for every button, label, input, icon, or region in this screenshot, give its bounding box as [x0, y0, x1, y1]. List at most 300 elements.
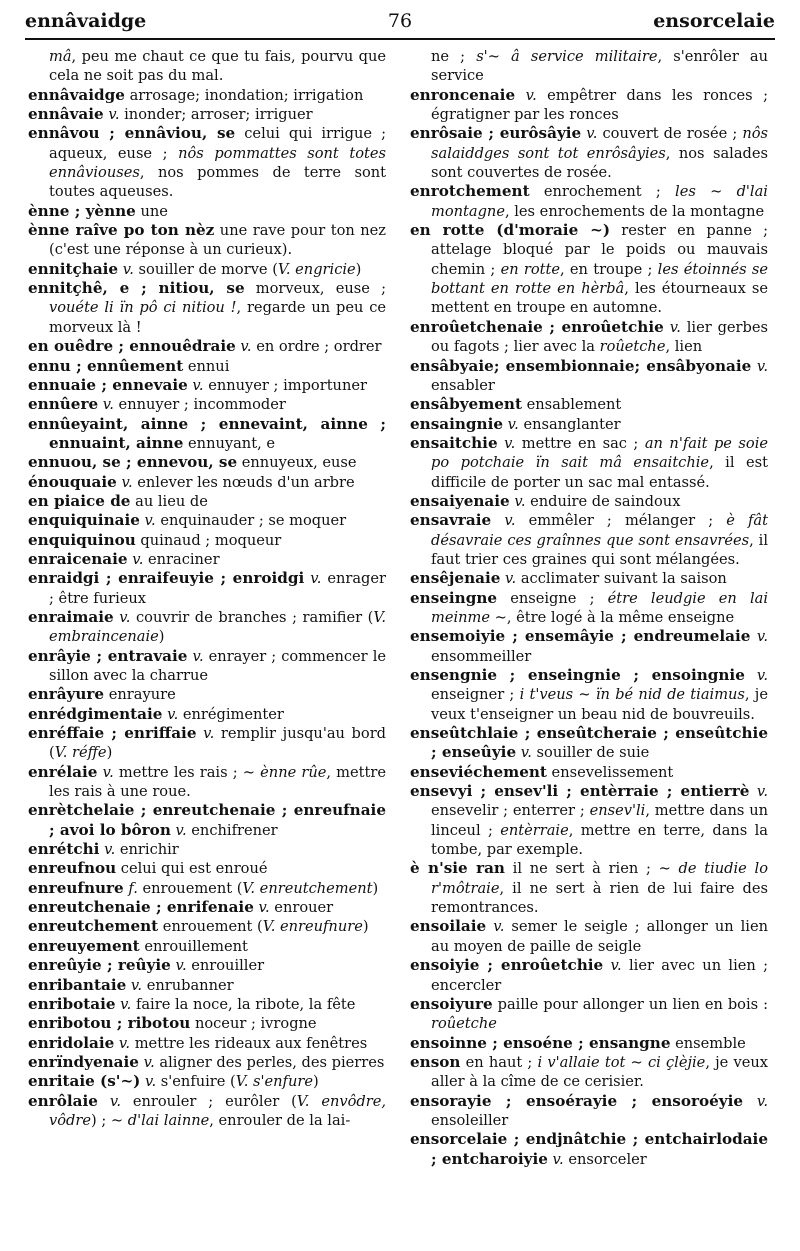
dictionary-entry	[410, 724, 768, 763]
italic-text: v.	[493, 918, 505, 936]
definition-text: , mettre dans un linceul ;	[431, 802, 768, 839]
headword: enroncenaie	[410, 85, 516, 104]
definition-text	[743, 1093, 757, 1110]
headword: ensoiyie ; enroûetchie	[410, 956, 604, 975]
italic-text: v.	[130, 976, 143, 994]
definition-text: quinaud ; moqueur	[135, 531, 282, 549]
italic-text: nôs pommattes sont totes ennâviouses	[49, 144, 386, 182]
headword: en ouêdre ; ennouêdraie	[28, 337, 236, 356]
definition-text: ennui	[183, 357, 230, 375]
dictionary-entry	[28, 1053, 386, 1072]
dictionary-entry	[28, 763, 386, 802]
headword: ennuaie ; ennevaie	[28, 375, 188, 394]
definition-text: ) ; ~	[91, 1111, 128, 1129]
definition-text: , être logé à la même enseigne	[506, 608, 735, 626]
definition-text: , nos salades sont couvertes de rosée.	[431, 144, 768, 182]
dictionary-entry	[28, 1014, 386, 1033]
dictionary-entry	[410, 492, 768, 511]
italic-text: an n'fait pe soie po potchaie ïn sait mâ ensaitchie	[431, 434, 769, 472]
dictionary-entry	[28, 608, 386, 647]
italic-text: v.	[132, 550, 144, 568]
headword: ennûere	[28, 395, 99, 414]
definition-text: noceur ; ivrogne	[190, 1015, 317, 1033]
dictionary-entry	[28, 898, 386, 917]
dictionary-entry	[410, 357, 768, 396]
italic-text: les étoinnés se bottant en rotte en hèrbâ	[431, 260, 769, 298]
italic-text: v.	[143, 1053, 155, 1071]
italic-text: i v'allaie tot ~ ci çlèjie	[537, 1053, 706, 1071]
dictionary-entry	[28, 937, 386, 956]
definition-text: enrouement (	[158, 918, 263, 936]
definition-text: , regarde un peu ce morveux là !	[49, 299, 387, 336]
definition-text: , les étourneaux se mettent en troupe en automne.	[431, 280, 768, 317]
dictionary-entry	[28, 279, 386, 337]
definition-text: ensoleiller	[431, 1111, 509, 1129]
definition-text: aligner des perles, des pierres	[154, 1053, 385, 1071]
dictionary-entry	[28, 1034, 386, 1053]
definition-text: )	[355, 260, 362, 278]
definition-text: enrouiller	[186, 957, 265, 975]
dictionary-entry	[410, 859, 768, 917]
italic-text: v.	[258, 899, 270, 917]
italic-text: i t'veus ~ ïn bé nid de tiaimus	[519, 686, 745, 704]
italic-text: v.	[756, 357, 769, 375]
dictionary-entry	[410, 782, 768, 859]
definition-text: , mettre en terre, dans la tombe, par exemple.	[431, 821, 768, 859]
definition-text: une rave pour ton nez (c'est une réponse à un curieux).	[49, 222, 386, 259]
dictionary-entry	[410, 1034, 768, 1053]
headword: ensemoiyie ; ensemâyie ; endreumelaie	[410, 627, 751, 646]
definition-text: enraciner	[143, 550, 220, 568]
definition-text: ennuyeux, euse	[237, 454, 357, 472]
definition-text: remplir jusqu'au bord (	[49, 725, 387, 762]
page-header	[25, 10, 775, 34]
italic-text: mâ	[49, 48, 72, 65]
definition-text: , il est difficile de porter un sac mal entassé.	[431, 454, 768, 491]
headword: enraicenaie	[28, 549, 128, 568]
definition-text: en haut ;	[460, 1053, 538, 1071]
italic-text: v.	[514, 492, 526, 510]
definition-text: , s'enrôler au service	[431, 48, 769, 85]
dictionary-entry	[28, 202, 386, 221]
definition-text: ennuyant, e	[183, 434, 275, 452]
italic-text: V. engricie	[277, 260, 356, 278]
definition-text: enquinauder ; se moquer	[155, 512, 347, 530]
italic-text: v.	[192, 647, 204, 665]
headword: enreûyie ; reûyie	[28, 956, 171, 975]
italic-text: V. envôdre, vôdre	[49, 1092, 386, 1129]
dictionary-entry	[410, 666, 768, 724]
dictionary-entry	[28, 685, 386, 704]
italic-text: v.	[525, 86, 537, 104]
headword: ennitçhê, e ; nitiou, se	[28, 279, 245, 298]
right-column	[410, 47, 768, 1169]
headword: ennâvaidge	[28, 85, 125, 104]
italic-text: v.	[120, 995, 132, 1013]
definition-text: enchifrener	[186, 821, 278, 839]
definition-text: enduire de saindoux	[525, 492, 681, 510]
headword: enréffaie ; enriffaie	[28, 724, 197, 743]
definition-text: emmêler ; mélanger ;	[515, 512, 727, 530]
entry-continuation	[28, 47, 386, 86]
definition-text: celui qui irrigue ; aqueux, euse ;	[49, 125, 386, 162]
definition-text: enrouement (	[137, 879, 243, 897]
definition-text: acclimater suivant la saison	[516, 570, 727, 588]
headword: enribotaie	[28, 994, 116, 1013]
italic-text: v.	[203, 725, 215, 743]
dictionary-entry	[410, 995, 768, 1034]
dictionary-entry	[28, 86, 386, 105]
header-first-word: ennâvaidge	[25, 10, 147, 32]
italic-text: è fât désavraie ces graînnes que sont ensavrées	[431, 512, 768, 549]
italic-text: v.	[504, 512, 516, 530]
headword: enrôlaie	[28, 1091, 98, 1110]
definition-text: , peu me chaut ce que tu fais, pourvu que cela ne soit pas du mal.	[49, 48, 386, 85]
italic-text: V. enreutchement	[242, 879, 373, 897]
dictionary-entry	[410, 1053, 768, 1092]
dictionary-entry	[28, 531, 386, 550]
dictionary-entry	[28, 801, 386, 840]
definition-text: enseigne ;	[497, 589, 608, 607]
italic-text: f.	[128, 879, 138, 897]
dictionary-entry	[410, 569, 768, 588]
dictionary-entry	[28, 550, 386, 569]
italic-text: roûetche	[431, 1015, 497, 1033]
headword: ènne ; yènne	[28, 201, 136, 220]
dictionary-entry	[28, 859, 386, 878]
headword: enreutchenaie ; enrifenaie	[28, 898, 254, 917]
italic-text: les ~ d'lai montagne	[431, 183, 768, 220]
headword: ensoiyure	[410, 994, 493, 1013]
italic-text: ensev'li	[589, 802, 646, 820]
dictionary-entry	[410, 415, 768, 434]
dictionary-entry	[410, 511, 768, 569]
dictionary-entry	[28, 124, 386, 201]
headword: ènne raîve po ton nèz	[28, 221, 215, 240]
dictionary-entry	[28, 995, 386, 1014]
italic-text: vouéte li ïn pô ci nitiou !	[49, 299, 237, 317]
definition-text: )	[106, 744, 113, 762]
dictionary-entry	[28, 840, 386, 859]
dictionary-entry	[28, 376, 386, 395]
definition-text: enrégimenter	[178, 705, 284, 723]
definition-text: )	[158, 628, 165, 646]
definition-text: , il faut trier ces graines qui sont mélangées.	[431, 531, 768, 568]
italic-text: s'~ â service militaire	[476, 48, 658, 65]
headword: enrâyie ; entravaie	[28, 646, 188, 665]
definition-text	[603, 957, 610, 974]
definition-text: , enrouler de la lai-	[209, 1111, 351, 1129]
headword: enrédgimentaie	[28, 704, 163, 723]
definition-text: souiller de morve (	[133, 260, 278, 278]
dictionary-entry	[410, 395, 768, 414]
italic-text: V. enreufnure	[262, 918, 363, 936]
definition-text: enlever les nœuds d'un arbre	[132, 473, 355, 491]
headword: ensaingnie	[410, 414, 504, 433]
italic-text: v.	[121, 473, 133, 491]
headword: ennûeyaint, ainne ; ennevaint, ainne ; ennuaint, ainne	[28, 414, 386, 452]
definition-text	[98, 1093, 110, 1110]
headword: enseûtchlaie ; enseûtcheraie ; enseûtchie ; enseûyie	[410, 724, 768, 762]
italic-text: v.	[145, 1073, 157, 1091]
headword: enquiquinaie	[28, 511, 140, 530]
header-last-word: ensorcelaie	[653, 10, 775, 32]
italic-text: v.	[175, 957, 187, 975]
dictionary-entry	[410, 1092, 768, 1131]
page-number: 76	[387, 10, 413, 32]
headword: enraimaie	[28, 607, 114, 626]
italic-text: entèrraie	[500, 821, 569, 839]
definition-text	[491, 512, 504, 529]
headword: enson	[410, 1052, 461, 1071]
italic-text: v.	[610, 957, 622, 975]
italic-text: v.	[240, 338, 252, 356]
dictionary-entry	[410, 1130, 768, 1169]
italic-text: v.	[552, 1150, 564, 1168]
headword: enridolaie	[28, 1033, 115, 1052]
italic-text: étre leudgie en lai meinme ~	[431, 589, 768, 626]
headword: enrélaie	[28, 762, 98, 781]
definition-text: ennuyer ; importuner	[203, 376, 367, 394]
definition-text: enrager ; être furieux	[49, 570, 386, 607]
headword: ennuou, se ; ennevou, se	[28, 453, 238, 472]
headword: énouquaie	[28, 472, 117, 491]
headword: ensaiyenaie	[410, 491, 510, 510]
italic-text: v.	[119, 608, 131, 626]
italic-text: v.	[175, 821, 187, 839]
definition-text: celui qui est enroué	[116, 860, 268, 878]
dictionary-entry	[410, 86, 768, 125]
definition-text: ensevelissement	[546, 763, 674, 781]
definition-text: ensablement	[522, 396, 622, 414]
dictionary-entry	[410, 917, 768, 956]
definition-text: ensorceler	[563, 1150, 647, 1168]
headword: ensorayie ; ensoérayie ; ensoroéyie	[410, 1091, 744, 1110]
definition-text: , mettre les rais à une roue.	[49, 763, 386, 801]
definition-text: ensevelir ; enterrer ;	[431, 802, 590, 820]
definition-text: ensanglanter	[518, 415, 621, 433]
definition-text: enrayer ; commencer le sillon avec la charrue	[49, 647, 386, 684]
definition-text: ne ;	[431, 48, 477, 65]
headword: enrâyure	[28, 685, 105, 704]
definition-text: )	[362, 918, 369, 936]
definition-text: , je veux aller à la cîme de ce cerisier.	[431, 1053, 768, 1091]
italic-text: d'lai lainne	[127, 1111, 210, 1129]
definition-text: )	[312, 1073, 319, 1091]
definition-text: enrouler ; eurôler (	[120, 1092, 297, 1110]
headword: enrétchi	[28, 840, 100, 859]
italic-text: ènne rûe	[260, 763, 327, 781]
italic-text: v.	[507, 415, 519, 433]
italic-text: v.	[669, 318, 681, 336]
headword: enrètchelaie ; enreutchenaie ; enreufnaie ; avoi lo bôron	[28, 801, 386, 839]
dictionary-entry	[410, 124, 768, 182]
definition-text: enrochement ;	[529, 183, 676, 201]
dictionary-entry	[28, 976, 386, 995]
italic-text: en rotte	[500, 260, 560, 278]
italic-text: v.	[756, 1092, 768, 1110]
definition-text: , il ne sert à rien de lui faire des remontrances.	[431, 879, 768, 917]
definition-text: empêtrer dans les ronces ; égratigner par les ronces	[431, 86, 768, 124]
headword: ensorcelaie ; endjnâtchie ; entchairlodaie ; entcharoiyie	[410, 1130, 768, 1168]
definition-text: couvrir de branches ; ramifier (	[130, 608, 374, 626]
definition-text: ensabler	[431, 376, 495, 394]
italic-text: v.	[104, 841, 116, 859]
dictionary-entry	[410, 627, 768, 666]
headword: ensâbyaie; ensembionnaie; ensâbyonaie	[410, 356, 752, 375]
headword: ensoilaie	[410, 917, 487, 936]
dictionary-entry	[28, 395, 386, 414]
headword: è n'sie ran	[410, 859, 505, 878]
definition-text: en ordre ; ordrer	[251, 338, 382, 356]
headword: ennitçhaie	[28, 259, 119, 278]
dictionary-entry	[28, 879, 386, 898]
definition-text: enrubanner	[142, 976, 234, 994]
definition-text: couvert de rosée ;	[597, 125, 743, 143]
definition-text: rester en panne ; attelage bloqué par le poids ou mauvais chemin ;	[431, 222, 768, 278]
definition-text: mettre les rais ; ~	[113, 763, 261, 781]
definition-text: , les enrochements de la montagne	[504, 202, 765, 220]
italic-text: roûetche	[599, 338, 666, 356]
headword: ennu ; ennûement	[28, 356, 184, 375]
definition-text: , lien	[665, 338, 703, 356]
dictionary-entry	[28, 1092, 386, 1131]
definition-text: , je veux t'enseigner un beau nid de bouvreuils.	[431, 686, 768, 723]
italic-text: v.	[504, 434, 516, 452]
definition-text: lier avec un lien ; encercler	[431, 957, 769, 994]
definition-text: ensemble	[670, 1034, 746, 1052]
headword: enseingne	[410, 588, 498, 607]
italic-text: nôs salaiddges sont tot enrôsâyies	[431, 125, 768, 162]
dictionary-entry	[28, 1072, 386, 1091]
italic-text: v.	[122, 260, 134, 278]
headword: enrôsaie ; eurôsâyie	[410, 124, 582, 143]
headword: enribantaie	[28, 975, 127, 994]
dictionary-entry	[28, 453, 386, 472]
header-rule	[25, 38, 775, 40]
italic-text: v.	[108, 106, 120, 124]
definition-text: faire la noce, la ribote, la fête	[131, 995, 356, 1013]
definition-text	[749, 783, 756, 800]
definition-text: arrosage; inondation; irrigation	[124, 86, 364, 104]
definition-text: souiller de suie	[531, 744, 650, 762]
headword: ensâbyement	[410, 395, 522, 414]
italic-text: v.	[167, 705, 179, 723]
headword: enraidgi ; enraifeuyie ; enroidgi	[28, 569, 305, 588]
headword: enreufnure	[28, 878, 124, 897]
headword: ensengnie ; enseingnie ; ensoingnie	[410, 666, 745, 684]
headword: enreufnou	[28, 859, 117, 878]
definition-text: enrichir	[115, 841, 179, 859]
italic-text: v.	[756, 783, 768, 801]
dictionary-entry	[28, 260, 386, 279]
definition-text: semer le seigle ; allonger un lien au moyen de paille de seigle	[431, 918, 768, 955]
dictionary-entry	[28, 492, 386, 511]
headword: enreutchement	[28, 917, 159, 936]
headword: enrotchement	[410, 182, 530, 201]
italic-text: V. embraincenaie	[49, 608, 387, 646]
italic-text: de tiudie lo r'môtraie	[431, 860, 768, 897]
headword: ennâvaie	[28, 105, 104, 124]
headword: enritaie (s'~)	[28, 1072, 141, 1091]
definition-text: , nos pommes de terre sont toutes aqueuses.	[49, 164, 386, 201]
entry-continuation	[410, 47, 768, 86]
definition-text: une	[135, 202, 168, 220]
definition-text	[745, 667, 757, 684]
italic-text: v.	[109, 1092, 121, 1110]
definition-text: inonder; arroser; irriguer	[119, 106, 313, 124]
dictionary-entry	[28, 337, 386, 356]
definition-text: au lieu de	[130, 492, 208, 510]
headword: enreuyement	[28, 936, 140, 955]
dictionary-entry	[28, 724, 386, 763]
definition-text: il ne sert à rien ; ~	[504, 860, 679, 878]
definition-text	[515, 87, 525, 104]
italic-text: v.	[144, 512, 156, 530]
headword: enquiquinou	[28, 530, 136, 549]
headword: ensaitchie	[410, 433, 498, 452]
italic-text: v.	[505, 570, 517, 588]
headword: en rotte (d'moraie ~)	[410, 221, 611, 240]
headword: ensoinne ; ensoéne ; ensangne	[410, 1033, 671, 1052]
italic-text: v.	[586, 125, 598, 143]
definition-text: enrayure	[104, 686, 176, 704]
dictionary-entry	[28, 221, 386, 260]
headword: en piaice de	[28, 491, 131, 510]
dictionary-entry	[28, 105, 386, 124]
italic-text: V. s'enfure	[235, 1073, 313, 1091]
dictionary-entry	[28, 473, 386, 492]
definition-text: mettre les rideaux aux fenêtres	[130, 1034, 368, 1052]
headword: enrïndyenaie	[28, 1052, 139, 1071]
definition-text: enrouillement	[139, 937, 248, 955]
headword: enseviéchement	[410, 762, 547, 781]
dictionary-entry	[28, 511, 386, 530]
definition-text: ennuyer ; incommoder	[113, 396, 286, 414]
dictionary-entry	[28, 569, 386, 608]
italic-text: v.	[118, 1034, 131, 1052]
headword: enroûetchenaie ; enroûetchie	[410, 317, 664, 336]
headword: ensavraie	[410, 511, 492, 530]
definition-text: morveux, euse ;	[244, 280, 386, 298]
italic-text: V. réffe	[54, 744, 107, 762]
dictionary-entry	[28, 917, 386, 936]
definition-text: enseigner ;	[431, 686, 520, 704]
italic-text: v.	[520, 744, 532, 762]
dictionary-entry	[28, 956, 386, 975]
definition-text: mettre en sac ;	[515, 434, 645, 452]
definition-text: ensommeiller	[431, 647, 532, 665]
dictionary-entry	[28, 705, 386, 724]
definition-text: lier gerbes ou fagots ; lier avec la	[431, 318, 768, 356]
italic-text: v.	[102, 763, 114, 781]
dictionary-entry	[28, 415, 386, 454]
italic-text: v.	[192, 376, 204, 394]
definition-text: paille pour allonger un lien en bois :	[492, 995, 768, 1013]
dictionary-entry	[28, 357, 386, 376]
headword: ennâvou ; ennâviou, se	[28, 124, 236, 143]
headword: ensêjenaie	[410, 569, 501, 588]
italic-text: v.	[756, 667, 769, 684]
left-column	[28, 47, 386, 1130]
dictionary-entry	[410, 763, 768, 782]
definition-text: s'enfuire (	[156, 1073, 236, 1091]
italic-text: v.	[756, 628, 768, 646]
dictionary-entry	[28, 647, 386, 686]
headword: ensevyi ; ensev'li ; entèrraie ; entierrè	[410, 782, 750, 801]
headword: enribotou ; ribotou	[28, 1014, 191, 1033]
dictionary-entry	[410, 221, 768, 318]
